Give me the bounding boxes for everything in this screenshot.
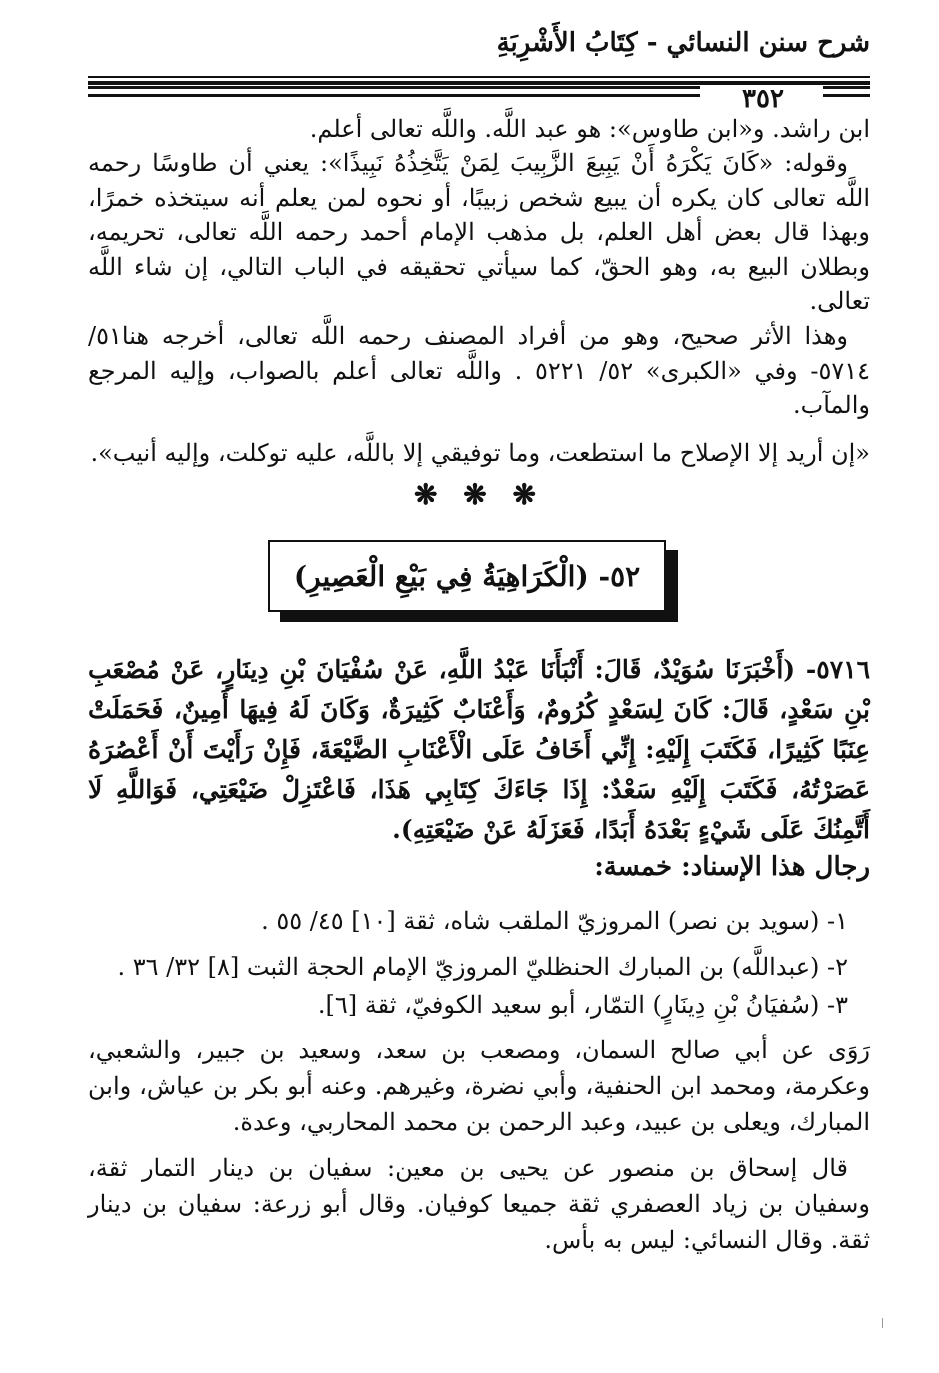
intro-paragraph-2: وقوله: «كَانَ يَكْرَهُ أَنْ يَبِيعَ الزَّبِيبَ لِمَنْ يَتَّخِذُهُ نَبِيذًا»: يعني أن طاوسًا رحمه اللَّه تعالى كان يكره أن يبيع شخص زبيبًا، أو نحوه لمن يعلم أنه سيتخذه خمرًا، وبهذا قال بعض أهل العلم، بل مذهب الإمام أحمد رحمه اللَّه تعالى، تحريمه، وبطلان البيع به، وهو الحقّ، كما سيأتي تحقيقه في الباب التالي، إن شاء اللَّه تعالى. bbox=[88, 149, 870, 315]
header-double-rule-left bbox=[88, 86, 700, 102]
narrator-item-1: ١- (سويد بن نصر) المروزيّ الملقب شاه، ثقة [١٠] ٤٥/ ٥٥ . bbox=[261, 907, 848, 935]
chapter-box-frame bbox=[268, 540, 666, 612]
header-rule-thin bbox=[88, 76, 870, 78]
margin-mark bbox=[882, 1318, 883, 1328]
narrators-heading: رجال هذا الإسناد: خمسة: bbox=[594, 852, 870, 882]
chapter-title: ٥٢- (الْكَرَاهِيَةُ فِي بَيْعِ الْعَصِيرِ) bbox=[293, 560, 641, 593]
section-separator: ❋ ❋ ❋ bbox=[414, 478, 544, 511]
chapter-box bbox=[268, 540, 678, 622]
hadith-text: ٥٧١٦- (أَخْبَرَنَا سُوَيْدٌ، قَالَ: أَنْبَأَنَا عَبْدُ اللَّهِ، عَنْ سُفْيَانَ بْنِ دِينَارٍ، عَنْ مُصْعَبِ بْنِ سَعْدٍ، قَالَ: كَانَ لِسَعْدٍ كُرُومٌ، وَأَعْنَابٌ كَثِيرَةٌ، وَكَانَ لَهُ فِيهَا أَمِينٌ، فَحَمَلَتْ عِنَبًا كَثِيرًا، فَكَتَبَ إِلَيْهِ: إِنِّي أَخَافُ عَلَى الْأَعْنَابِ الضَّيْعَةَ، فَإِنْ رَأَيْتَ أَنْ أَعْصُرَهُ عَصَرْتُهُ، فَكَتَبَ إِلَيْهِ سَعْدٌ: إِذَا جَاءَكَ كِتَابِي هَذَا، فَاعْتَزِلْ ضَيْعَتِي، فَوَاللَّهِ لَا أَتَّمِنُكَ عَلَى شَيْءٍ بَعْدَهُ أَبَدًا، فَعَزَلَهُ عَنْ ضَيْعَتِهِ). bbox=[88, 655, 870, 844]
page-header bbox=[88, 28, 870, 114]
narrator-grading: قال إسحاق بن منصور عن يحيى بن معين: سفيان بن دينار التمار ثقة، وسفيان بن زياد العصفري ثقة جميعا كوفيان. وقال أبو زرعة: سفيان بن دينار ثقة. وقال النسائي: ليس به بأس. bbox=[88, 1154, 870, 1254]
header-double-rule-right bbox=[823, 86, 870, 102]
narrator-biography: رَوَى عن أبي صالح السمان، ومصعب بن سعد، وسعيد بن جبير، والشعبي، وعكرمة، ومحمد ابن الحنفية، وأبي نضرة، وغيرهم. وعنه أبو بكر بن عياش، وابن المبارك، ويعلى بن عبيد، وعبد الرحمن بن محمد المحاربي، وعدة. bbox=[88, 1036, 870, 1136]
intro-quote: «إن أريد إلا الإصلاح ما استطعت، وما توفيقي إلا باللَّه، عليه توكلت، وإليه أنيب». bbox=[90, 439, 870, 467]
narrator-item-2: ٢- (عبداللَّه) بن المبارك الحنظليّ المروزيّ الإمام الحجة الثبت [٨] ٣٢/ ٣٦ . bbox=[117, 953, 848, 981]
intro-line-1: ابن راشد. و«ابن طاوس»: هو عبد اللَّه. واللَّه تعالى أعلم. bbox=[309, 115, 870, 143]
running-title: شرح سنن النسائي - كِتَابُ الأَشْرِبَةِ bbox=[496, 28, 870, 58]
page-number: ٣٥٢ bbox=[742, 84, 784, 114]
narrator-item-3: ٣- (سُفيَانُ بْنِ دِينَارٍ) التمّار، أبو سعيد الكوفيّ، ثقة [٦]. bbox=[317, 991, 848, 1019]
intro-paragraph-3: وهذا الأثر صحيح، وهو من أفراد المصنف رحمه اللَّه تعالى، أخرجه هنا٥١/ ٥٧١٤- وفي «الكبرى» ٥٢/ ٥٢٢١ . واللَّه تعالى أعلم بالصواب، وإليه المرجع والمآب. bbox=[88, 322, 870, 419]
